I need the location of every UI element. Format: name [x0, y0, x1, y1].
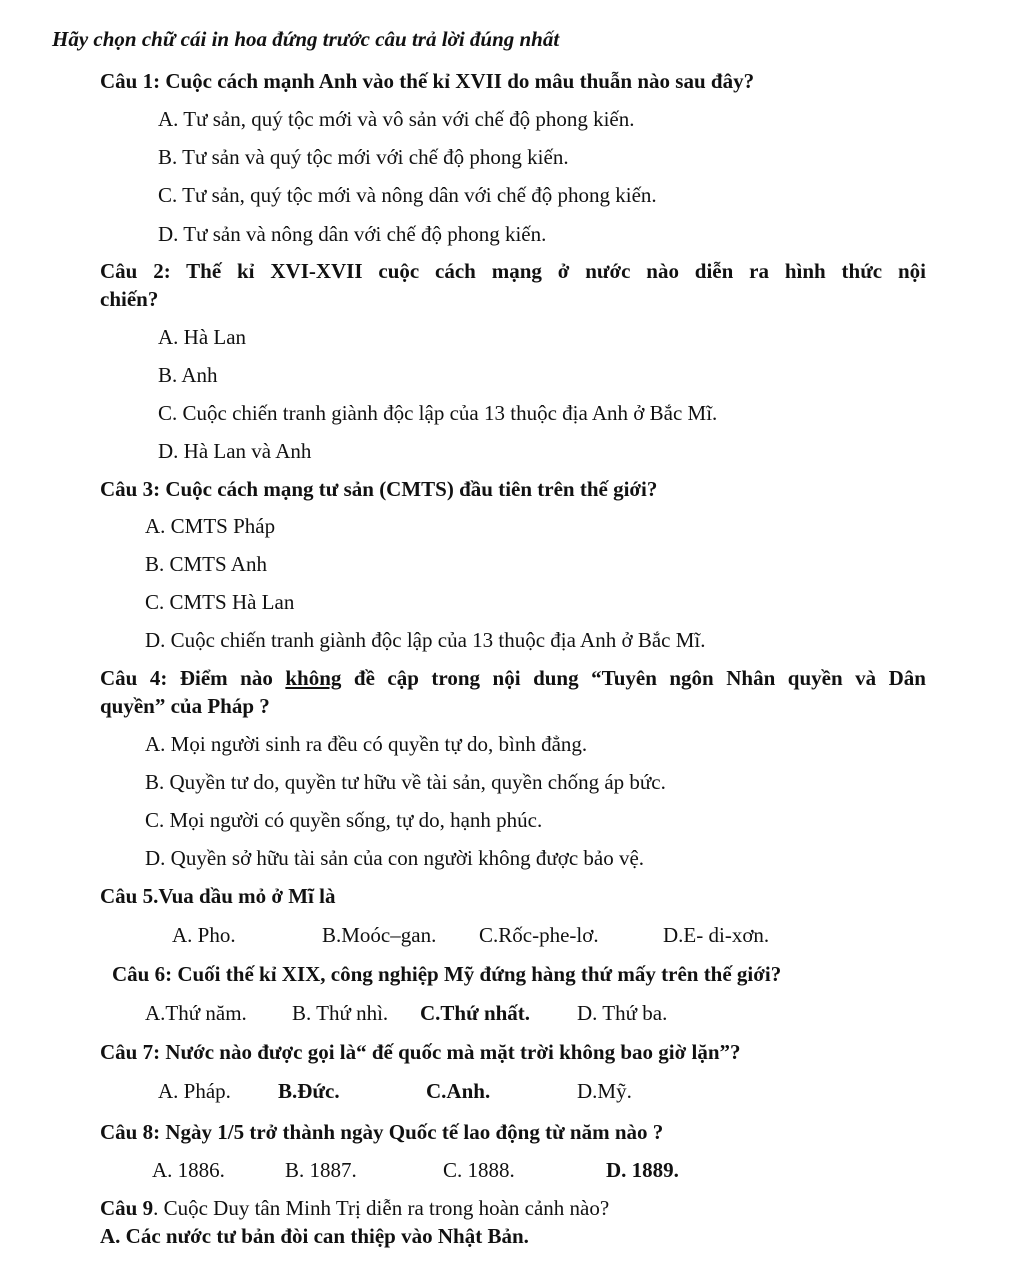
q5-option-b: B.Moóc–gan.: [322, 923, 437, 947]
q9-option-a: A. Các nước tư bản đòi can thiệp vào Nhật Bản.: [100, 1224, 529, 1248]
question-5: Câu 5.Vua dầu mỏ ở Mĩ là: [100, 884, 336, 908]
question-9-text: . Cuộc Duy tân Minh Trị diễn ra trong hoàn cảnh nào?: [153, 1196, 610, 1220]
q6-option-d: D. Thứ ba.: [577, 1001, 668, 1025]
question-7: Câu 7: Nước nào được gọi là“ đế quốc mà mặt trời không bao giờ lặn”?: [100, 1040, 741, 1064]
q5-option-d: D.E- di-xơn.: [663, 923, 770, 947]
q3-option-b: B. CMTS Anh: [145, 552, 267, 576]
q7-option-a: A. Pháp.: [158, 1079, 231, 1103]
q3-option-c: C. CMTS Hà Lan: [145, 590, 295, 614]
question-1: Câu 1: Cuộc cách mạnh Anh vào thế kỉ XVII do mâu thuẫn nào sau đây?: [100, 69, 755, 93]
q4-option-a: A. Mọi người sinh ra đều có quyền tự do, bình đẳng.: [145, 732, 588, 756]
q1-option-d: D. Tư sản và nông dân với chế độ phong kiến.: [158, 222, 547, 246]
q5-option-c: C.Rốc-phe-lơ.: [479, 923, 599, 947]
question-4-pre: Câu 4: Điểm nào: [100, 666, 286, 690]
q4-option-d: D. Quyền sở hữu tài sản của con người không được bảo vệ.: [145, 846, 645, 870]
q8-option-d: D. 1889.: [606, 1158, 679, 1182]
q8-option-b: B. 1887.: [285, 1158, 357, 1182]
q1-option-c: C. Tư sản, quý tộc mới và nông dân với chế độ phong kiến.: [158, 183, 657, 207]
question-4-line-1: [100, 668, 926, 689]
q8-option-c: C. 1888.: [443, 1158, 515, 1182]
q2-option-c: C. Cuộc chiến tranh giành độc lập của 13 thuộc địa Anh ở Bắc Mĩ.: [158, 401, 718, 425]
question-2-line-2: chiến?: [100, 287, 159, 311]
q2-option-b: B. Anh: [158, 363, 218, 387]
q4-option-c: C. Mọi người có quyền sống, tự do, hạnh phúc.: [145, 808, 543, 832]
question-3: Câu 3: Cuộc cách mạng tư sản (CMTS) đầu tiên trên thế giới?: [100, 477, 658, 501]
q8-option-a: A. 1886.: [152, 1158, 225, 1182]
instruction: Hãy chọn chữ cái in hoa đứng trước câu trả lời đúng nhất: [52, 27, 560, 51]
q1-option-b: B. Tư sản và quý tộc mới với chế độ phong kiến.: [158, 145, 569, 169]
question-9-label: Câu 9: [100, 1196, 154, 1220]
q5-option-a: A. Pho.: [172, 923, 236, 947]
q2-option-a: A. Hà Lan: [158, 325, 247, 349]
q7-option-c: C.Anh.: [426, 1079, 491, 1103]
q3-option-a: A. CMTS Pháp: [145, 514, 276, 538]
question-8: Câu 8: Ngày 1/5 trở thành ngày Quốc tế lao động từ năm nào ?: [100, 1120, 664, 1144]
question-6: Câu 6: Cuối thế kỉ XIX, công nghiệp Mỹ đứng hàng thứ mấy trên thế giới?: [112, 962, 782, 986]
question-2-line-1: Câu 2: Thế kỉ XVI-XVII cuộc cách mạng ở nước nào diễn ra hình thức nội: [100, 259, 926, 283]
q4-option-b: B. Quyền tư do, quyền tư hữu về tài sản, quyền chống áp bức.: [145, 770, 666, 794]
q6-option-c: C.Thứ nhất.: [420, 1001, 531, 1025]
q6-option-a: A.Thứ năm.: [145, 1001, 247, 1025]
q1-option-a: A. Tư sản, quý tộc mới và vô sản với chế độ phong kiến.: [158, 107, 635, 131]
q6-option-b: B. Thứ nhì.: [292, 1001, 389, 1025]
question-4-post: đề cập trong nội dung “Tuyên ngôn Nhân quyền và Dân: [341, 666, 926, 690]
question-9: [100, 1198, 609, 1219]
q7-option-b: B.Đức.: [278, 1079, 340, 1103]
question-4-underlined: không: [285, 666, 342, 690]
q2-option-d: D. Hà Lan và Anh: [158, 439, 312, 463]
question-4-line-2: quyền” của Pháp ?: [100, 694, 270, 718]
q3-option-d: D. Cuộc chiến tranh giành độc lập của 13 thuộc địa Anh ở Bắc Mĩ.: [145, 628, 706, 652]
q7-option-d: D.Mỹ.: [577, 1079, 632, 1103]
